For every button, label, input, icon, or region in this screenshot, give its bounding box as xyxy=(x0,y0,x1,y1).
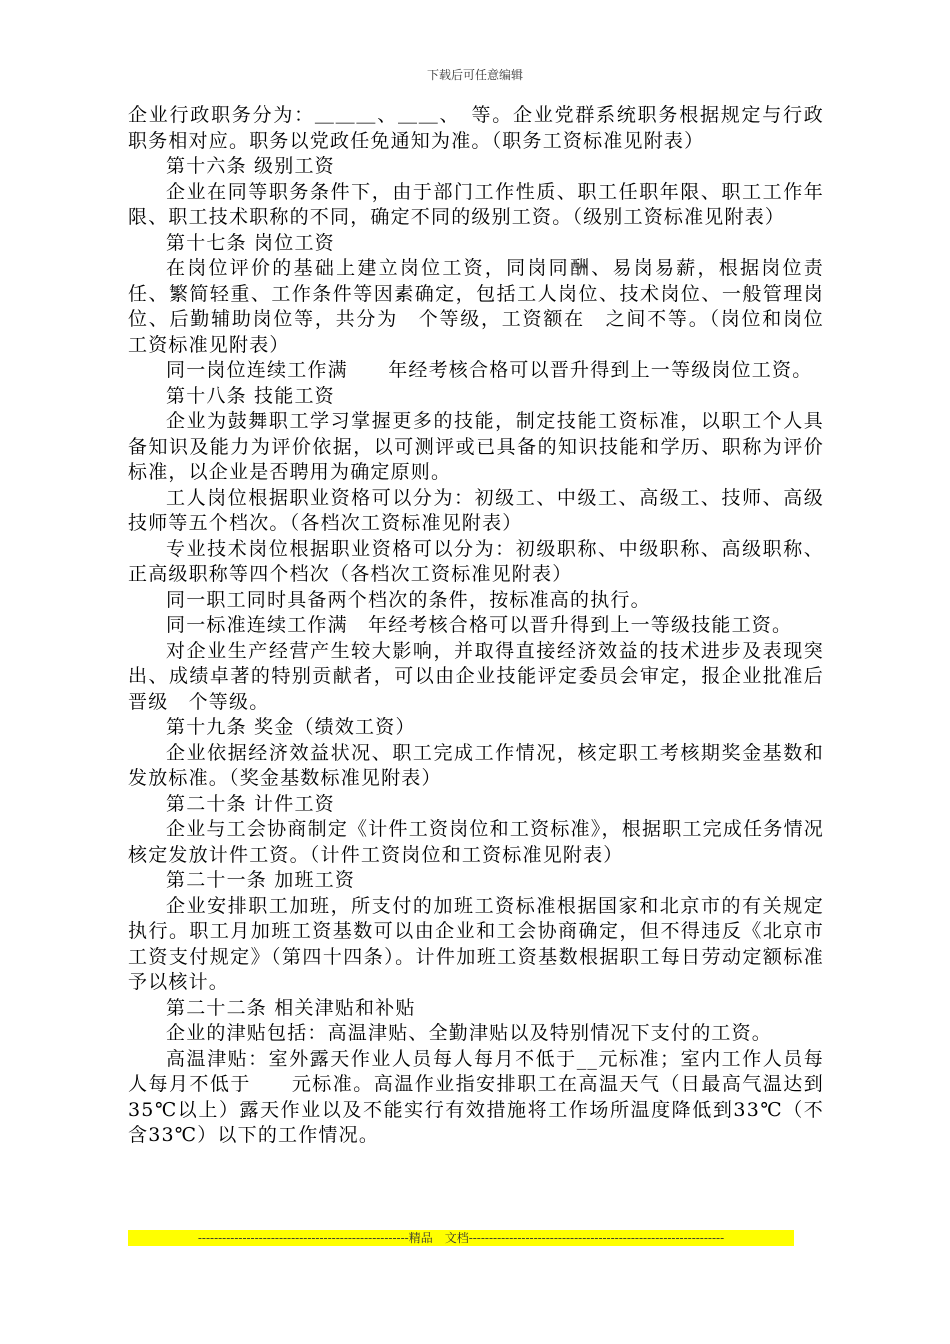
paragraph: 企业的津贴包括：高温津贴、全勤津贴以及特别情况下支付的工资。 xyxy=(166,1022,773,1044)
paragraph: 企业在同等职务条件下，由于部门工作性质、职工任职年限、职工工作年限、职工技术职称的不同，确定不同的级别工资。（级别工资标准见附表） xyxy=(128,180,824,228)
paragraph: 同一岗位连续工作满 年经考核合格可以晋升得到上一等级岗位工资。 xyxy=(166,359,813,381)
paragraph: 企业安排职工加班，所支付的加班工资标准根据国家和北京市的有关规定执行。职工月加班工资基数可以由企业和工会协商确定，但不得违反《北京市工资支付规定》（第四十四条）。计件加班工资基数根据职工每日劳动定额标准予以核计。 xyxy=(128,894,824,993)
paragraph: 工人岗位根据职业资格可以分为：初级工、中级工、高级工、技师、高级技师等五个档次。（各档次工资标准见附表） xyxy=(128,486,824,534)
paragraph: 专业技术岗位根据职业资格可以分为：初级职称、中级职称、高级职称、正高级职称等四个档次（各档次工资标准见附表） xyxy=(128,537,824,585)
paragraph: 同一标准连续工作满 年经考核合格可以晋升得到上一等级技能工资。 xyxy=(166,614,793,636)
article-heading: 第二十一条 加班工资 xyxy=(166,869,356,891)
paragraph: 对企业生产经营产生较大影响，并取得直接经济效益的技术进步及表现突出、成绩卓著的特别贡献者，可以由企业技能评定委员会审定，报企业批准后晋级 个等级。 xyxy=(128,639,824,713)
footer-band: ----------------------------------------------------精品 文档--------------------------------------------------------------- xyxy=(128,1230,794,1246)
article-heading: 第十九条 奖金（绩效工资） xyxy=(166,716,416,738)
paragraph: 高温津贴：室外露天作业人员每人每月不低于__元标准；室内工作人员每人每月不低于 元标准。高温作业指安排职工在高温天气（日最高气温达到35℃以上）露天作业以及不能实行有效措施将工作场所温度降低到33℃（不含33℃）以下的工作情况。 xyxy=(128,1047,824,1146)
header-note: 下载后可任意编辑 xyxy=(426,68,523,82)
article-heading: 第十七条 岗位工资 xyxy=(166,231,335,254)
paragraph: 企业依据经济效益状况、职工完成工作情况，核定职工考核期奖金基数和发放标准。（奖金基数标准见附表） xyxy=(128,741,824,789)
paragraph: 同一职工同时具备两个档次的条件，按标准高的执行。 xyxy=(166,588,651,611)
article-heading: 第二十条 计件工资 xyxy=(166,792,335,815)
paragraph: 企业行政职务分为：＿＿＿、＿＿、 等。企业党群系统职务根据规定与行政职务相对应。职务以党政任免通知为准。（职务工资标准见附表） xyxy=(128,104,824,152)
document-body xyxy=(128,103,824,1149)
paragraph: 在岗位评价的基础上建立岗位工资，同岗同酬、易岗易薪，根据岗位责任、繁简轻重、工作条件等因素确定，包括工人岗位、技术岗位、一般管理岗位、后勤辅助岗位等，共分为 个等级，工资额在 之间不等。（岗位和岗位工资标准见附表） xyxy=(128,257,824,356)
paragraph: 企业为鼓舞职工学习掌握更多的技能，制定技能工资标准，以职工个人具备知识及能力为评价依据，以可测评或已具备的知识技能和学历、职称为评价标准，以企业是否聘用为确定原则。 xyxy=(128,410,824,483)
article-heading: 第十六条 级别工资 xyxy=(166,155,335,177)
article-heading: 第十八条 技能工资 xyxy=(166,384,335,407)
article-heading: 第二十二条 相关津贴和补贴 xyxy=(166,996,416,1019)
paragraph: 企业与工会协商制定《计件工资岗位和工资标准》，根据职工完成任务情况核定发放计件工资。（计件工资岗位和工资标准见附表） xyxy=(128,818,824,866)
